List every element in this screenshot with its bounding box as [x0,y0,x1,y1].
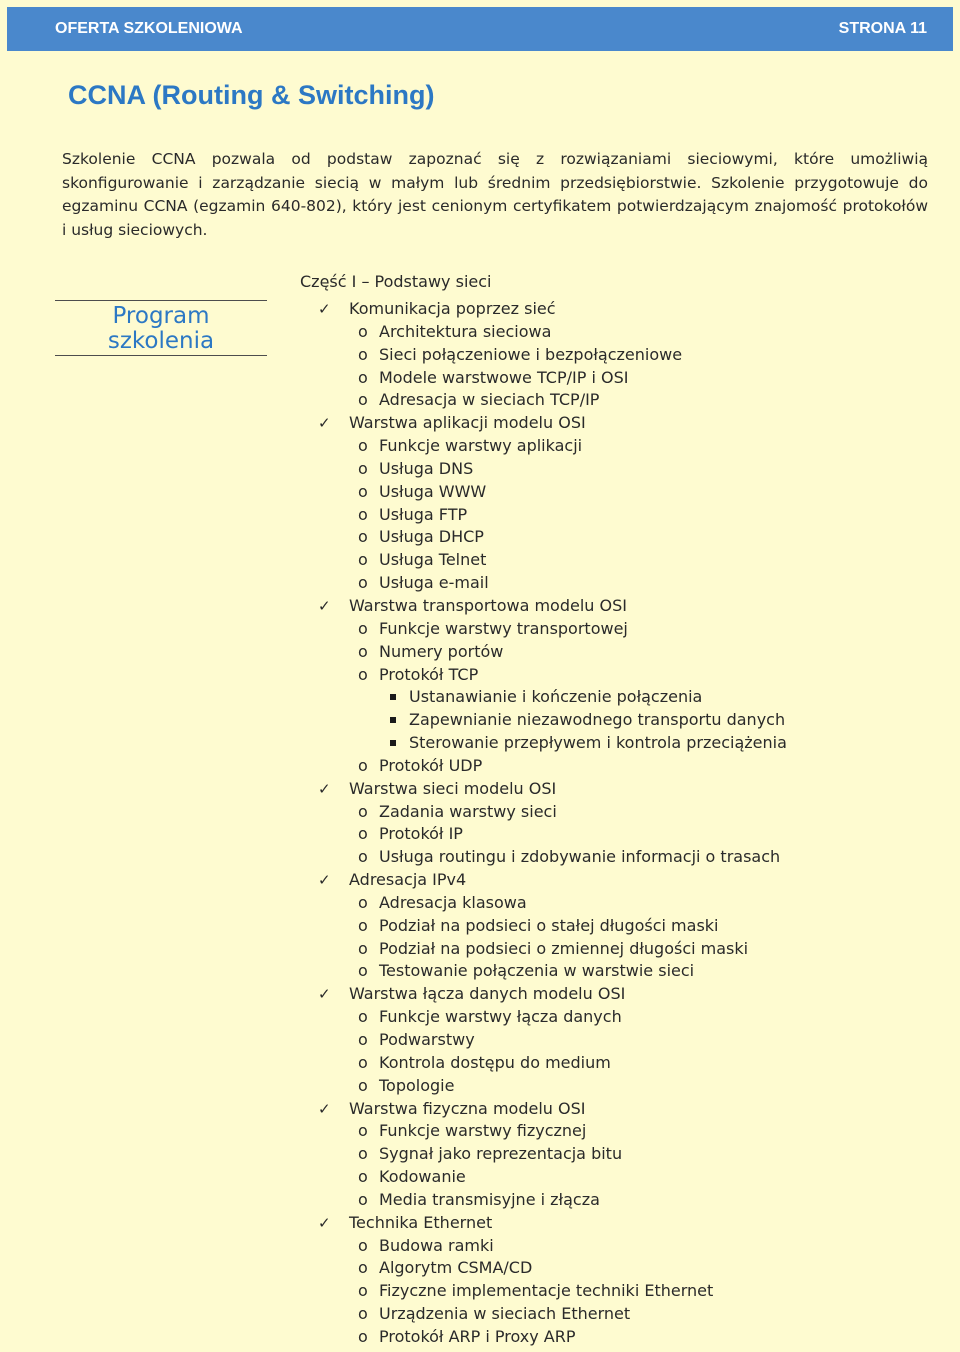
circle-bullet-icon: o [358,1121,368,1141]
checkmark-icon: ✓ [318,596,331,615]
circle-bullet-icon: o [358,1030,368,1049]
outline-item-text: Adresacja IPv4 [349,870,467,890]
outline-item-level-2 [318,823,787,846]
outline-item-level-1 [318,778,787,801]
circle-bullet-icon: o [358,436,368,456]
outline-item-level-2 [318,1029,787,1052]
circle-bullet-icon: o [358,847,368,867]
outline-item-text: Ustanawianie i kończenie połączenia [409,687,703,707]
outline-item-level-1 [318,1212,787,1235]
outline-item-level-2 [318,892,787,915]
circle-bullet-icon: o [358,892,368,912]
circle-bullet-icon: o [358,527,368,547]
circle-bullet-icon: o [358,1235,368,1255]
outline-item-level-2 [318,526,787,549]
outline-item-text: Funkcje warstwy transportowej [379,618,628,638]
circle-bullet-icon: o [358,801,368,821]
outline-item-level-2 [318,641,787,664]
outline-item-level-2 [318,1166,787,1189]
circle-bullet-icon: o [358,504,368,524]
outline-item-level-2 [318,938,787,961]
circle-bullet-icon: o [358,573,368,593]
outline-item-level-2 [318,1052,787,1075]
program-label-line2: szkolenia [107,328,215,354]
checkmark-icon: ✓ [318,414,331,433]
square-bullet-icon [390,717,396,723]
outline-item-text: Architektura sieciowa [379,321,552,341]
outline-item-text: Usługa FTP [379,504,468,524]
outline-item-level-2 [318,481,787,504]
outline-item-text: Usługa WWW [379,481,487,501]
outline-item-text: Fizyczne implementacje techniki Ethernet [379,1281,714,1301]
outline-item-text: Podział na podsieci o zmiennej długości maski [379,938,749,958]
outline-item-level-2 [318,846,787,869]
checkmark-icon: ✓ [318,1213,331,1232]
outline-item-level-2 [318,618,787,641]
circle-bullet-icon: o [358,755,368,775]
outline-item-level-2 [318,1326,787,1349]
outline-item-text: Testowanie połączenia w warstwie sieci [379,961,695,981]
outline-item-text: Sieci połączeniowe i bezpołączeniowe [379,344,683,364]
program-outline [318,298,787,1349]
outline-item-text: Numery portów [379,641,504,661]
outline-item-text: Funkcje warstwy aplikacji [379,436,583,456]
outline-item-text: Sygnał jako reprezentacja bitu [379,1144,623,1164]
header-page-number: STRONA 11 [838,20,927,37]
outline-item-text: Usługa routingu i zdobywanie informacji o trasach [379,847,781,867]
outline-item-text: Kontrola dostępu do medium [379,1052,611,1072]
header-section-title: OFERTA SZKOLENIOWA [55,20,243,37]
outline-item-text: Modele warstwowe TCP/IP i OSI [379,367,629,387]
circle-bullet-icon: o [358,1075,368,1095]
outline-item-text: Usługa DNS [379,458,474,478]
circle-bullet-icon: o [358,1304,368,1324]
checkmark-icon: ✓ [318,871,331,890]
intro-paragraph: Szkolenie CCNA pozwala od podstaw zapoznać się z rozwiązaniami sieciowymi, które umożliwią skonfigurowanie i zarządzanie siecią w małym lub średnim przedsiębiorstwie. Szkolenie przygotowuje do egzaminu CCNA (egzamin 640-802), który jest cenionym certyfikatem potwierdzającym znajomość protokołów i usług sieciowych. [62,150,928,239]
outline-item-level-3 [318,732,787,755]
outline-item-text: Budowa ramki [379,1235,494,1255]
outline-item-text: Zapewnianie niezawodnego transportu danych [409,710,786,730]
outline-item-text: Warstwa łącza danych modelu OSI [349,984,626,1004]
outline-item-text: Adresacja klasowa [379,892,527,912]
outline-item-level-2 [318,1120,787,1143]
outline-item-level-2 [318,389,787,412]
circle-bullet-icon: o [358,1326,368,1346]
outline-item-text: Adresacja w sieciach TCP/IP [379,390,600,410]
circle-bullet-icon: o [358,664,368,684]
outline-item-level-2 [318,755,787,778]
page-header [7,7,953,51]
outline-item-text: Podział na podsieci o stałej długości maski [379,915,719,935]
circle-bullet-icon: o [358,824,368,844]
square-bullet-icon [390,694,396,700]
outline-item-level-1 [318,1098,787,1121]
outline-item-level-1 [318,298,787,321]
circle-bullet-icon: o [358,458,368,478]
circle-bullet-icon: o [358,1007,368,1027]
outline-item-level-2 [318,549,787,572]
circle-bullet-icon: o [358,641,368,661]
circle-bullet-icon: o [358,367,368,387]
circle-bullet-icon: o [358,1189,368,1209]
outline-item-text: Warstwa aplikacji modelu OSI [349,413,586,433]
outline-item-level-2 [318,1189,787,1212]
outline-item-level-2 [318,1143,787,1166]
outline-item-level-1 [318,595,787,618]
outline-item-level-1 [318,869,787,892]
circle-bullet-icon: o [358,344,368,364]
outline-item-level-2 [318,664,787,687]
circle-bullet-icon: o [358,915,368,935]
outline-item-text: Zadania warstwy sieci [379,801,557,821]
outline-item-level-2 [318,344,787,367]
circle-bullet-icon: o [358,481,368,501]
circle-bullet-icon: o [358,1167,368,1187]
circle-bullet-icon: o [358,618,368,638]
outline-item-text: Media transmisyjne i złącza [379,1189,600,1209]
outline-item-level-3 [318,709,787,732]
circle-bullet-icon: o [358,550,368,570]
outline-item-text: Usługa DHCP [379,527,484,547]
outline-item-level-2 [318,572,787,595]
outline-item-text: Kodowanie [379,1167,466,1187]
outline-item-level-2 [318,1280,787,1303]
outline-item-level-2 [318,367,787,390]
outline-item-level-2 [318,435,787,458]
outline-item-text: Topologie [379,1075,455,1095]
circle-bullet-icon: o [358,321,368,341]
outline-item-text: Protokół IP [379,824,463,844]
outline-item-level-2 [318,458,787,481]
outline-item-level-2 [318,801,787,824]
outline-item-text: Warstwa fizyczna modelu OSI [349,1098,586,1118]
circle-bullet-icon: o [358,961,368,981]
outline-item-text: Protokół TCP [379,664,479,684]
checkmark-icon: ✓ [318,985,331,1004]
circle-bullet-icon: o [358,938,368,958]
outline-item-level-1 [318,412,787,435]
outline-item-level-2 [318,1006,787,1029]
outline-item-text: Technika Ethernet [349,1212,493,1232]
outline-item-level-1 [318,983,787,1006]
outline-item-text: Warstwa transportowa modelu OSI [349,595,627,615]
outline-item-text: Podwarstwy [379,1030,475,1049]
outline-item-level-2 [318,321,787,344]
outline-item-text: Warstwa sieci modelu OSI [349,778,557,798]
outline-item-text: Komunikacja poprzez sieć [349,299,556,318]
circle-bullet-icon: o [358,1281,368,1301]
outline-item-level-2 [318,960,787,983]
outline-item-level-2 [318,504,787,527]
page-title: CCNA (Routing & Switching) [68,80,435,110]
outline-item-text: Usługa e-mail [379,573,489,593]
circle-bullet-icon: o [358,1144,368,1164]
outline-item-text: Algorytm CSMA/CD [379,1258,533,1278]
outline-item-text: Sterowanie przepływem i kontrola przeciążenia [409,733,787,753]
square-bullet-icon [390,740,396,746]
outline-item-level-2 [318,1257,787,1280]
outline-item-text: Usługa Telnet [379,550,487,570]
outline-item-level-2 [318,1235,787,1258]
outline-item-text: Protokół ARP i Proxy ARP [379,1326,576,1346]
part-title: Część I – Podstawy sieci [300,272,492,291]
program-label-line1: Program [112,303,210,329]
circle-bullet-icon: o [358,1052,368,1072]
outline-item-level-3 [318,686,787,709]
outline-item-text: Funkcje warstwy fizycznej [379,1121,587,1141]
checkmark-icon: ✓ [318,300,331,318]
circle-bullet-icon: o [358,1258,368,1278]
circle-bullet-icon: o [358,390,368,410]
checkmark-icon: ✓ [318,1099,331,1118]
outline-item-level-2 [318,1075,787,1098]
program-label [55,300,267,356]
checkmark-icon: ✓ [318,779,331,798]
outline-item-text: Urządzenia w sieciach Ethernet [379,1304,631,1324]
outline-item-text: Protokół UDP [379,755,483,775]
outline-item-level-2 [318,915,787,938]
outline-item-text: Funkcje warstwy łącza danych [379,1007,622,1027]
outline-item-level-2 [318,1303,787,1326]
